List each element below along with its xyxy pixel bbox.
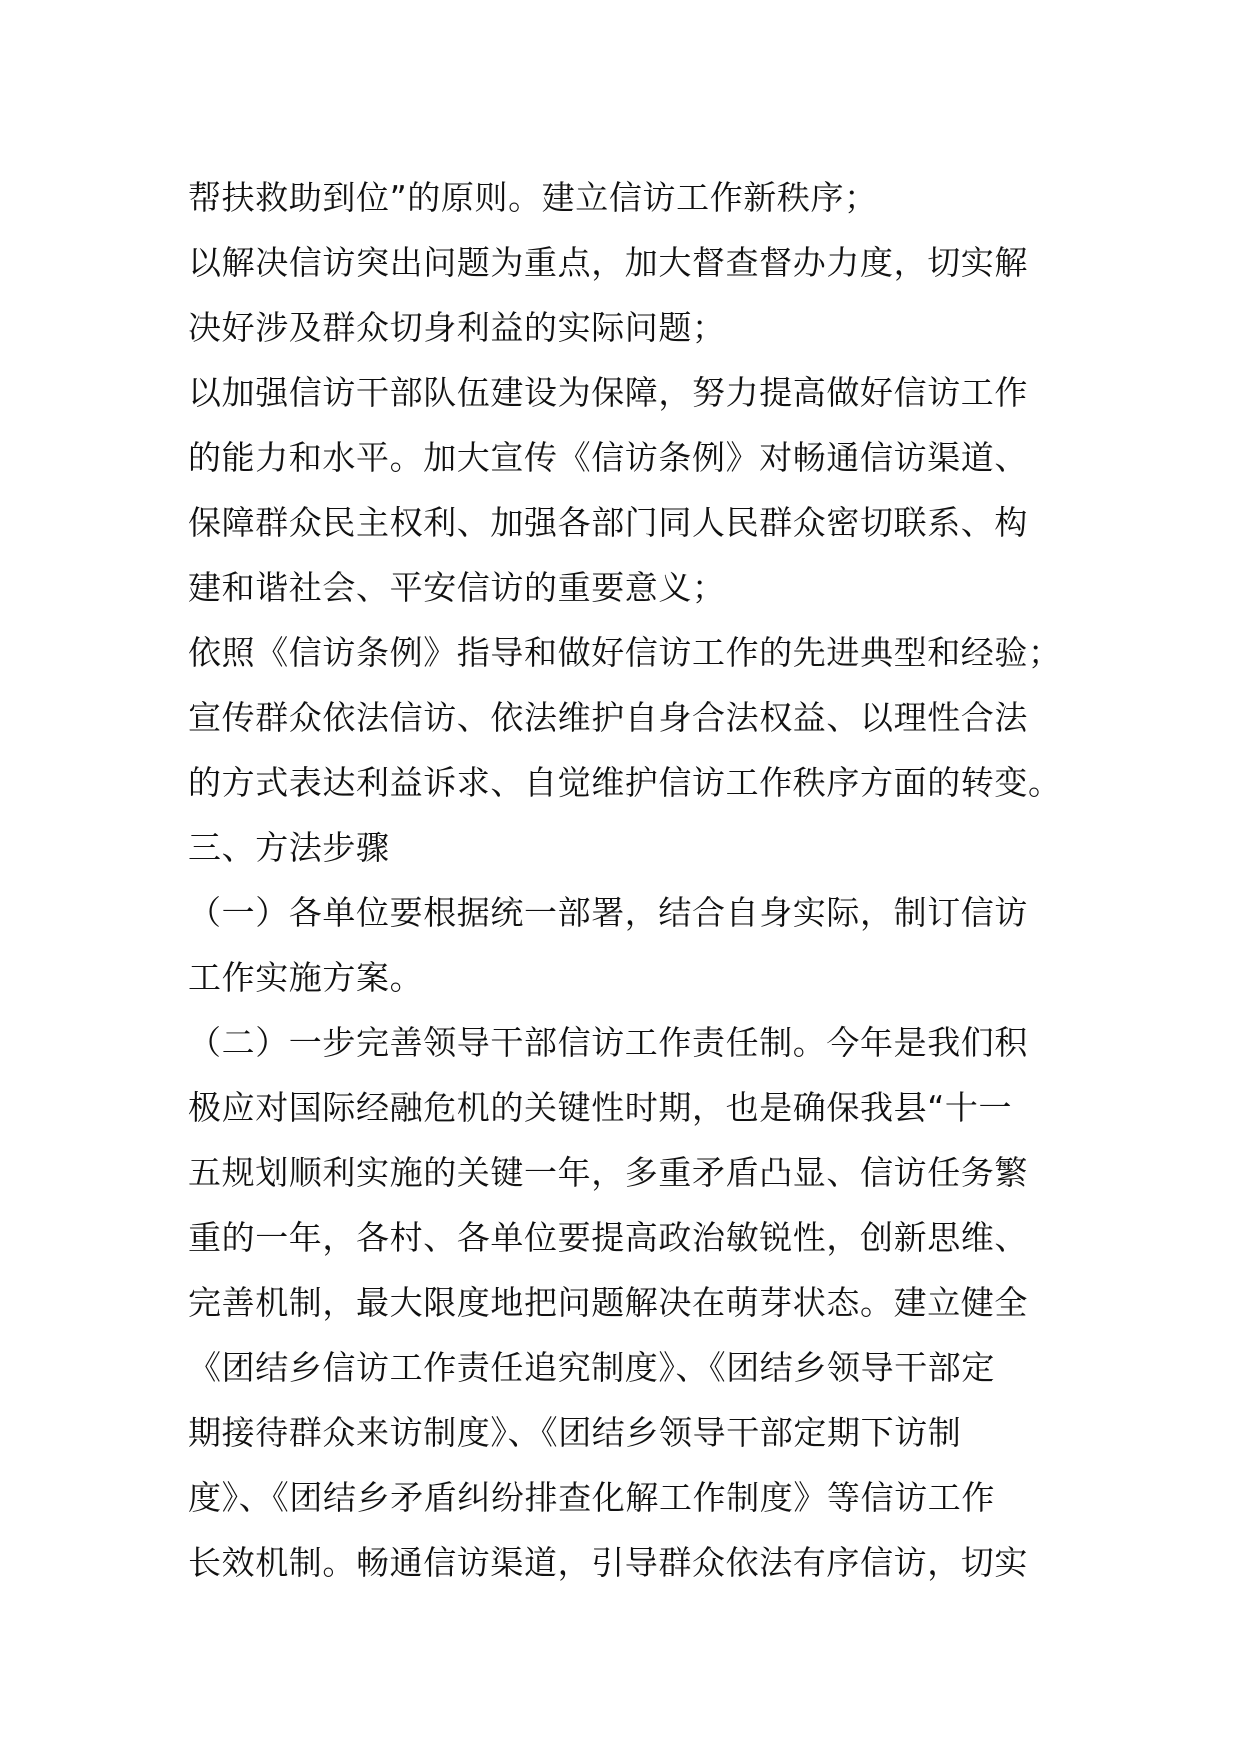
text-line-12: （一）各单位要根据统一部署，结合自身实际，制订信访 xyxy=(188,893,1028,932)
text-line-8: 依照《信访条例》指导和做好信访工作的先进典型和经验； xyxy=(188,633,1062,672)
text-line-17: 重的一年，各村、各单位要提高政治敏锐性，创新思维、 xyxy=(188,1218,1028,1257)
text-line-4: 以加强信访干部队伍建设为保障，努力提高做好信访工作 xyxy=(188,373,1028,412)
text-line-21: 度》、《团结乡矛盾纠纷排查化解工作制度》等信访工作 xyxy=(188,1478,995,1517)
text-line-19: 《团结乡信访工作责任追究制度》、《团结乡领导干部定 xyxy=(188,1348,995,1387)
body-text xyxy=(188,165,1062,1595)
text-line-18: 完善机制，最大限度地把问题解决在萌芽状态。建立健全 xyxy=(188,1283,1028,1322)
text-line-1: 帮扶救助到位”的原则。建立信访工作新秩序； xyxy=(188,178,878,217)
text-line-14: （二）一步完善领导干部信访工作责任制。今年是我们积 xyxy=(188,1023,1028,1062)
text-line-3: 决好涉及群众切身利益的实际问题； xyxy=(188,308,726,347)
text-line-7: 建和谐社会、平安信访的重要意义； xyxy=(188,568,726,607)
text-line-5: 的能力和水平。加大宣传《信访条例》对畅通信访渠道、 xyxy=(188,438,1028,477)
text-line-22: 长效机制。畅通信访渠道，引导群众依法有序信访，切实 xyxy=(188,1543,1028,1582)
text-line-15: 极应对国际经融危机的关键性时期，也是确保我县“十一 xyxy=(188,1088,1013,1127)
text-line-10: 的方式表达利益诉求、自觉维护信访工作秩序方面的转变。 xyxy=(188,763,1062,802)
text-line-16: 五规划顺利实施的关键一年，多重矛盾凸显、信访任务繁 xyxy=(188,1153,1028,1192)
text-line-6: 保障群众民主权利、加强各部门同人民群众密切联系、构 xyxy=(188,503,1028,542)
text-line-2: 以解决信访突出问题为重点，加大督查督办力度，切实解 xyxy=(188,243,1028,282)
text-line-9: 宣传群众依法信访、依法维护自身合法权益、以理性合法 xyxy=(188,698,1028,737)
text-line-13: 工作实施方案。 xyxy=(188,958,424,997)
section-heading: 三、方法步骤 xyxy=(188,828,390,867)
text-line-20: 期接待群众来访制度》、《团结乡领导干部定期下访制 xyxy=(188,1413,962,1452)
